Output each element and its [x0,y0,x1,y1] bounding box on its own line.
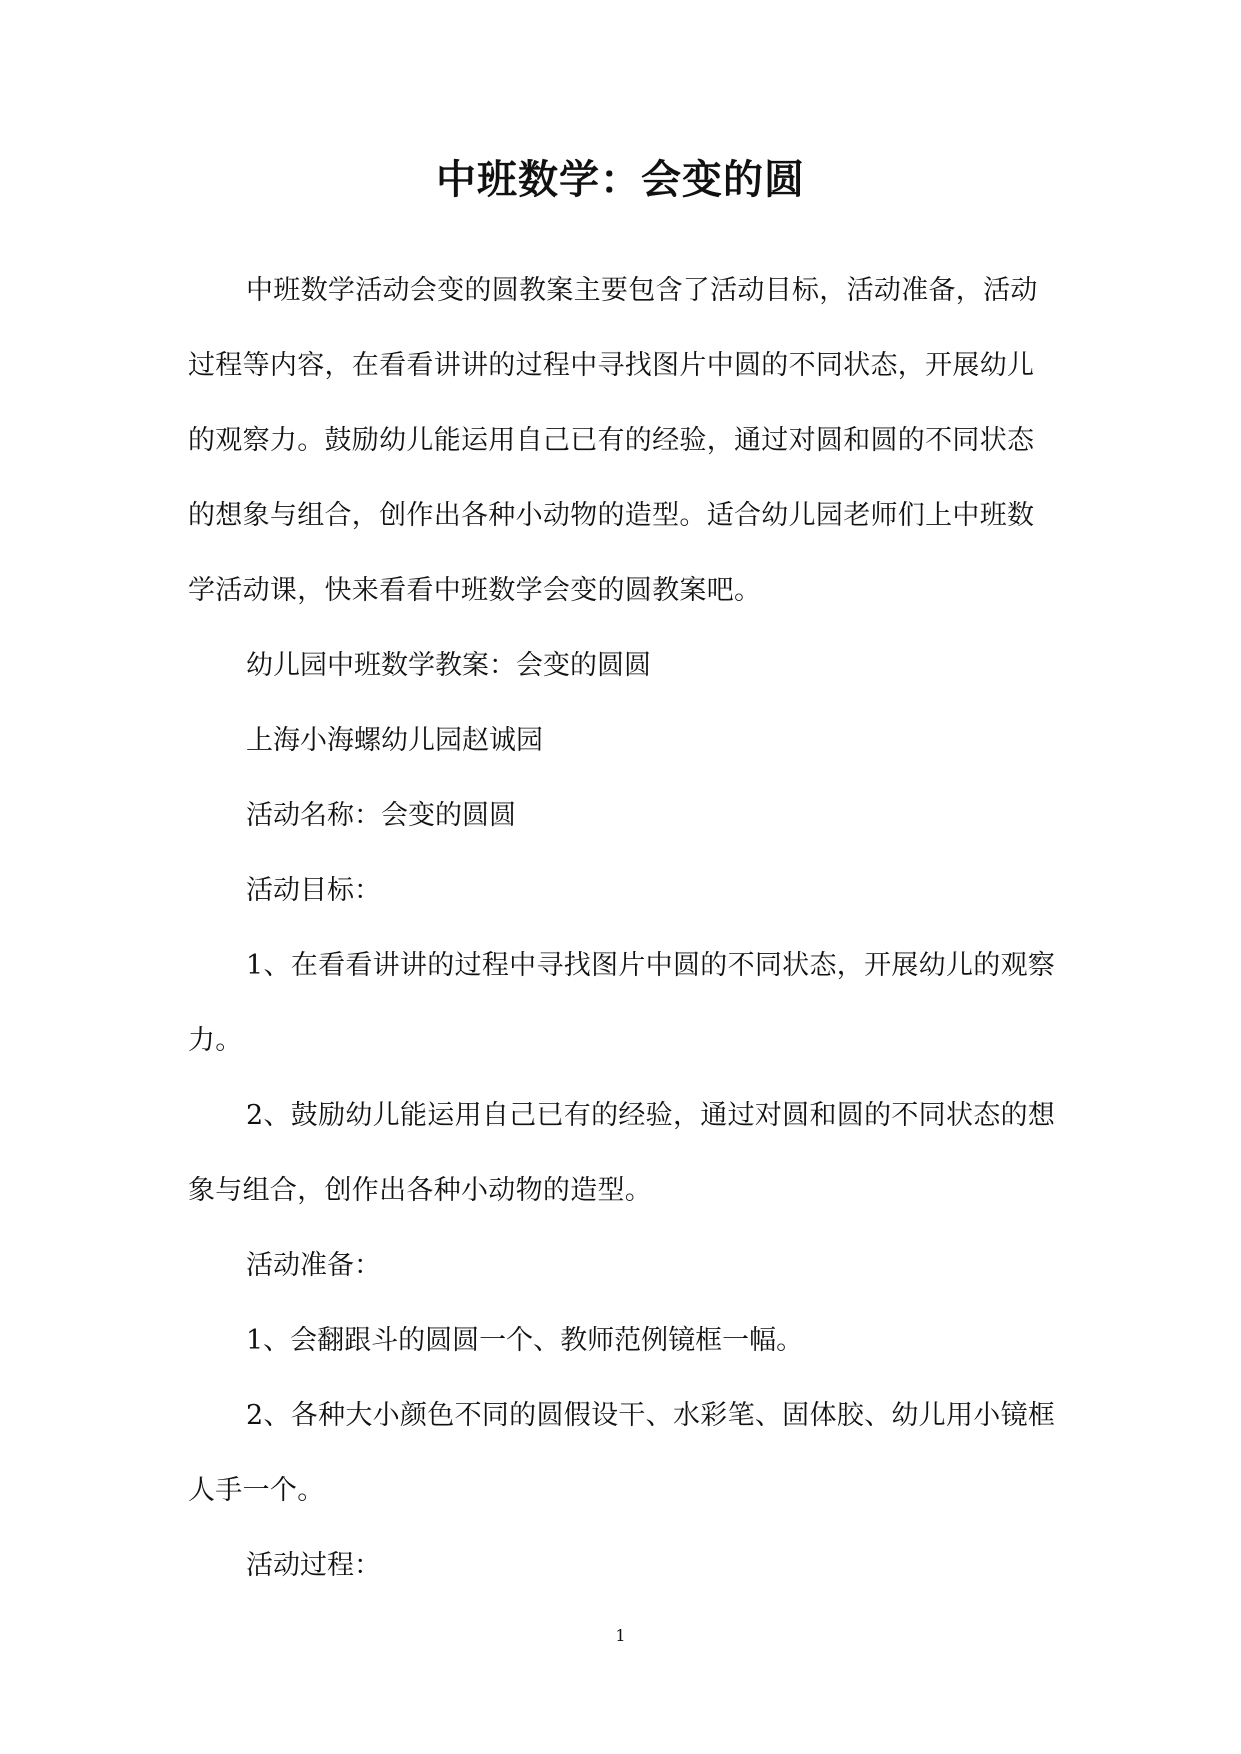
author-line: 上海小海螺幼儿园赵诚园 [246,725,543,756]
preparation-item-2: 2、各种大小颜色不同的圆假设干、水彩笔、固体胶、幼儿用小镜框人手一个。 [188,1400,1056,1506]
lesson-plan-heading: 幼儿园中班数学教案：会变的圆圆 [246,650,651,681]
document-body [188,253,1056,1603]
activity-name: 活动名称：会变的圆圆 [246,800,516,831]
document-title: 中班数学：会变的圆 [436,156,805,203]
section-heading-preparation: 活动准备： [246,1250,381,1281]
intro-paragraph: 中班数学活动会变的圆教案主要包含了活动目标，活动准备，活动过程等内容，在看看讲讲的过程中寻找图片中圆的不同状态，开展幼儿的观察力。鼓励幼儿能运用自己已有的经验，通过对圆和圆的不同状态的想象与组合，创作出各种小动物的造型。适合幼儿园老师们上中班数学活动课，快来看看中班数学会变的圆教案吧。 [188,275,1038,606]
page-number: 1 [615,1626,626,1645]
section-heading-process: 活动过程： [246,1550,381,1581]
section-heading-goals: 活动目标： [246,875,381,906]
preparation-item-1: 1、会翻跟斗的圆圆一个、教师范例镜框一幅。 [246,1325,804,1356]
goal-item-1: 1、在看看讲讲的过程中寻找图片中圆的不同状态，开展幼儿的观察力。 [188,950,1056,1056]
goal-item-2: 2、鼓励幼儿能运用自己已有的经验，通过对圆和圆的不同状态的想象与组合，创作出各种小动物的造型。 [188,1100,1056,1206]
